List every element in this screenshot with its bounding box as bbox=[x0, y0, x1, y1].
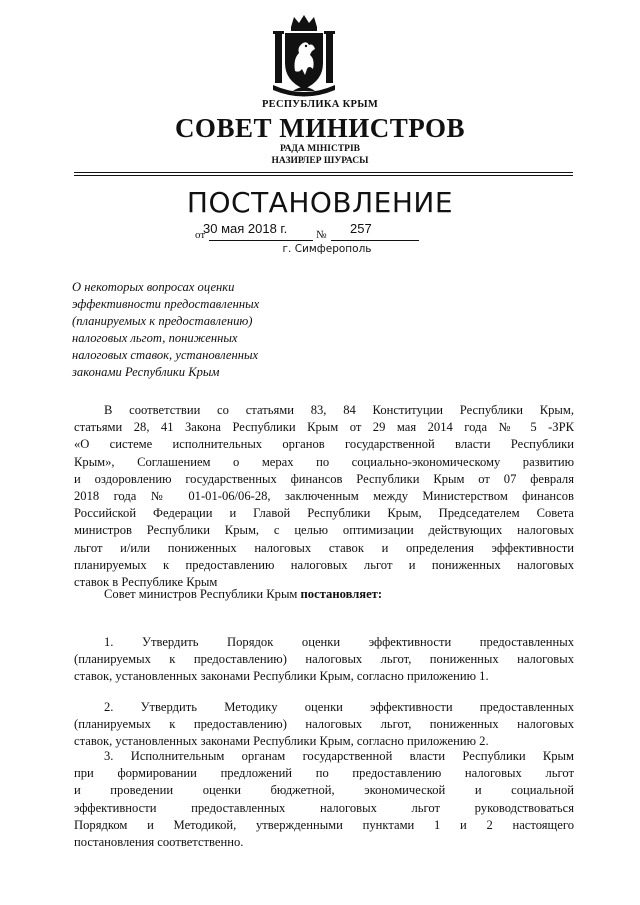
item-3 bbox=[74, 748, 574, 851]
paragraph-line: ставок в Республике Крым bbox=[74, 575, 218, 590]
council-name-ua: РАДА МІНІСТРІВ bbox=[279, 144, 360, 154]
item-2 bbox=[74, 699, 574, 751]
decree-date: 30 мая 2018 г. bbox=[203, 221, 288, 236]
decree-date-number-row bbox=[195, 222, 425, 242]
date-underline bbox=[209, 240, 313, 241]
preamble-paragraph bbox=[74, 402, 574, 591]
paragraph-line: (планируемых к предоставлению) налоговых льгот, пониженных налоговых bbox=[74, 717, 574, 732]
subject-line: законами Республики Крым bbox=[72, 365, 220, 379]
item-1 bbox=[74, 634, 574, 686]
resolves-text: Совет министров Республики Крым bbox=[104, 587, 301, 601]
subject-line: налоговых льгот, пониженных bbox=[72, 331, 238, 345]
paragraph-line: льгот и/или пониженных налоговых ставок и определения эффективности bbox=[74, 540, 574, 555]
paragraph-line: при формировании предложений по предоставлению налоговых льгот bbox=[74, 766, 574, 781]
paragraph-line: ставок, установленных законами Республики Крым, согласно приложению 2. bbox=[74, 734, 489, 749]
subject-line: О некоторых вопросах оценки bbox=[72, 280, 235, 294]
subject-line: эффективности предоставленных bbox=[72, 297, 260, 311]
from-label: от bbox=[195, 229, 206, 241]
paragraph-line: (планируемых к предоставлению) налоговых льгот, пониженных налоговых bbox=[74, 652, 574, 667]
paragraph-line: Российской Федерации и Главой Республики Крым, Председателем Совета bbox=[74, 506, 574, 521]
city-name: г. Симферополь bbox=[282, 243, 372, 255]
paragraph-line: 3. Исполнительным органам государственной власти Республики Крым bbox=[104, 749, 574, 763]
decree-subject bbox=[72, 279, 372, 381]
paragraph-line: и оздоровлению государственных финансов Республики Крым от 07 февраля bbox=[74, 471, 574, 486]
subject-line: налоговых ставок, установленных bbox=[72, 348, 259, 362]
paragraph-line: 2018 года № 01-01-06/06-28, заключенным между Министерством финансов bbox=[74, 489, 574, 504]
resolves-keyword: постановляет: bbox=[300, 587, 383, 601]
paragraph-line: 2. Утвердить Методику оценки эффективности предоставленных bbox=[104, 700, 574, 714]
paragraph-line: ставок, установленных законами Республики Крым, согласно приложению 1. bbox=[74, 669, 489, 684]
paragraph-line: эффективности предоставленных налоговых льгот руководствоваться bbox=[74, 800, 574, 815]
paragraph-line: и проведении оценки бюджетной, экономической и социальной bbox=[74, 783, 574, 798]
paragraph-line: Порядком и Методикой, утвержденными пунктами 1 и 2 настоящего bbox=[74, 817, 574, 832]
council-name: СОВЕТ МИНИСТРОВ bbox=[174, 113, 466, 143]
republic-name: РЕСПУБЛИКА КРЫМ bbox=[261, 99, 379, 110]
council-name-crh: НАЗИРЛЕР ШУРАСЫ bbox=[271, 156, 369, 166]
paragraph-line: планируемых к предоставлению налоговых льгот и пониженных налоговых bbox=[74, 557, 574, 572]
number-underline bbox=[331, 240, 419, 241]
header-rule-thin bbox=[74, 175, 573, 176]
subject-line: (планируемых к предоставлению) bbox=[72, 314, 253, 328]
number-label: № bbox=[316, 229, 327, 241]
paragraph-line: статьями 28, 41 Закона Республики Крым от 29 мая 2014 года № 5 -ЗРК bbox=[74, 420, 574, 435]
paragraph-line: В соответствии со статьями 83, 84 Конституции Республики Крым, bbox=[104, 403, 574, 417]
decree-number: 257 bbox=[350, 221, 372, 236]
paragraph-line: постановления соответственно. bbox=[74, 835, 244, 850]
paragraph-line: 1. Утвердить Порядок оценки эффективности предоставленных bbox=[104, 635, 574, 649]
paragraph-line: министров Республики Крым, с целью оптимизации действующих налоговых bbox=[74, 523, 574, 538]
document-title: ПОСТАНОВЛЕНИЕ bbox=[186, 186, 454, 219]
paragraph-line: Крым», Соглашением о мерах по социально-экономическому развитию bbox=[74, 454, 574, 469]
paragraph-line: «О системе исполнительных органов государственной власти Республики bbox=[74, 437, 574, 452]
header-rule-thick bbox=[74, 172, 573, 173]
crimea-coat-of-arms-icon bbox=[269, 13, 339, 97]
resolves-line bbox=[74, 586, 604, 603]
